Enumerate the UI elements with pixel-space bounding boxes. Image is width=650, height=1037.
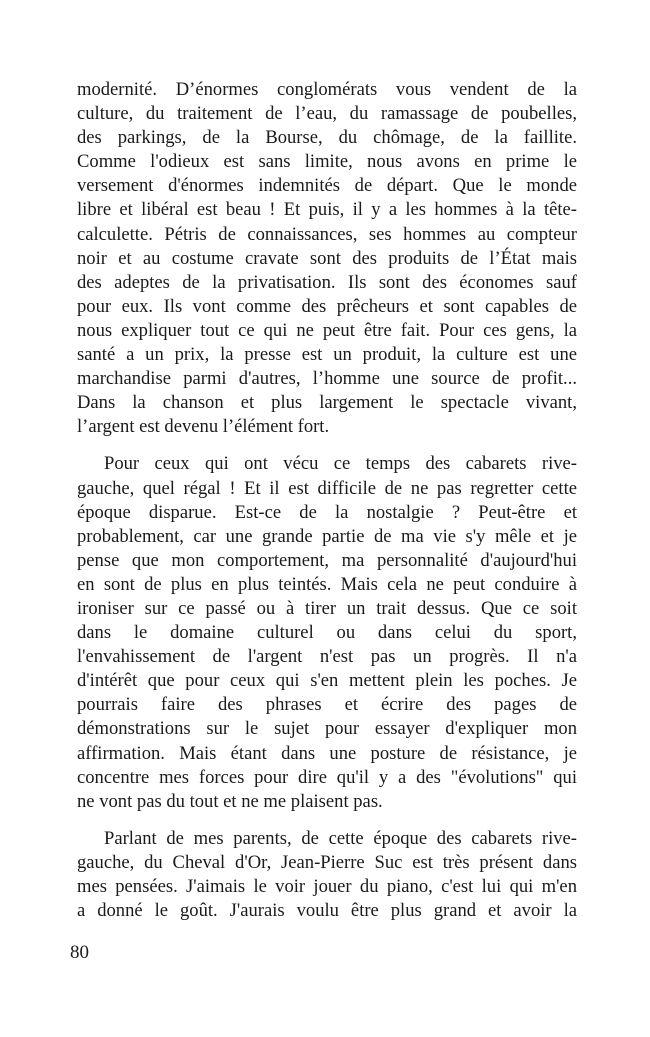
text-line: versement d'énormes indemnités de départ. Que le monde: [77, 175, 577, 197]
text-line: pourrais faire des phrases et écrire des pages de: [77, 694, 577, 716]
paragraph-gap: [77, 439, 577, 452]
text-line: en sont de plus en plus teintés. Mais cela ne peut conduire à: [77, 573, 577, 595]
paragraph-2: [77, 452, 577, 813]
text-line: l’argent est devenu l’élément fort.: [77, 416, 330, 438]
text-line: gauche, du Cheval d'Or, Jean-Pierre Suc est très présent dans: [77, 851, 577, 873]
text-line: pense que mon comportement, ma personnalité d'aujourd'hui: [77, 549, 577, 571]
text-line: nous expliquer tout ce qui ne peut être fait. Pour ces gens, la: [77, 319, 577, 341]
text-line: d'intérêt que pour ceux qui s'en mettent plein les poches. Je: [77, 670, 577, 692]
text-line: Pour ceux qui ont vécu ce temps des cabarets rive-: [104, 453, 577, 475]
paragraph-3: [77, 827, 577, 923]
text-line: a donné le goût. J'aurais voulu être plus grand et avoir la: [77, 900, 577, 922]
text-line: santé a un prix, la presse est un produit, la culture est une: [77, 344, 577, 366]
text-line: probablement, car une grande partie de ma vie s'y mêle et je: [77, 525, 577, 547]
text-line: modernité. D’énormes conglomérats vous vendent de la: [77, 79, 577, 100]
page-number: 80: [70, 942, 89, 963]
text-line: noir et au costume cravate sont des produits de l’État mais: [77, 247, 577, 269]
text-line: pour eux. Ils vont comme des prêcheurs et sont capables de: [77, 295, 577, 317]
text-line: marchandise parmi d'autres, l’homme une source de profit...: [77, 368, 577, 390]
text-line: des adeptes de la privatisation. Ils sont des économes sauf: [77, 271, 577, 293]
text-line: époque disparue. Est-ce de la nostalgie ? Peut-être et: [77, 501, 577, 523]
text-line: mes pensées. J'aimais le voir jouer du piano, c'est lui qui m'en: [77, 876, 577, 897]
text-line: dans le domaine culturel ou dans celui du sport,: [77, 622, 577, 644]
text-line: démonstrations sur le sujet pour essayer d'expliquer mon: [77, 718, 577, 740]
text-line: Parlant de mes parents, de cette époque des cabarets rive-: [104, 827, 577, 849]
text-line: Comme l'odieux est sans limite, nous avons en prime le: [77, 151, 577, 173]
text-line: calculette. Pétris de connaissances, ses hommes au compteur: [77, 223, 577, 245]
text-line: Dans la chanson et plus largement le spectacle vivant,: [77, 392, 577, 414]
paragraph-1: [77, 78, 577, 439]
text-line: gauche, quel régal ! Et il est difficile de ne pas regretter cette: [77, 477, 577, 499]
text-line: ironiser sur ce passé ou à tirer un trait dessus. Que ce soit: [77, 597, 577, 619]
text-line: culture, du traitement de l’eau, du ramassage de poubelles,: [77, 103, 577, 125]
text-line: des parkings, de la Bourse, du chômage, de la faillite.: [77, 127, 577, 149]
text-line: l'envahissement de l'argent n'est pas un progrès. Il n'a: [77, 646, 577, 668]
text-line: affirmation. Mais étant dans une posture de résistance, je: [77, 742, 577, 764]
text-line: ne vont pas du tout et ne me plaisent pas.: [77, 790, 383, 812]
paragraph-gap: [77, 814, 577, 827]
page-body: [77, 78, 577, 923]
text-line: libre et libéral est beau ! Et puis, il y a les hommes à la tête-: [77, 199, 577, 221]
text-line: concentre mes forces pour dire qu'il y a des "évolutions" qui: [77, 766, 577, 788]
